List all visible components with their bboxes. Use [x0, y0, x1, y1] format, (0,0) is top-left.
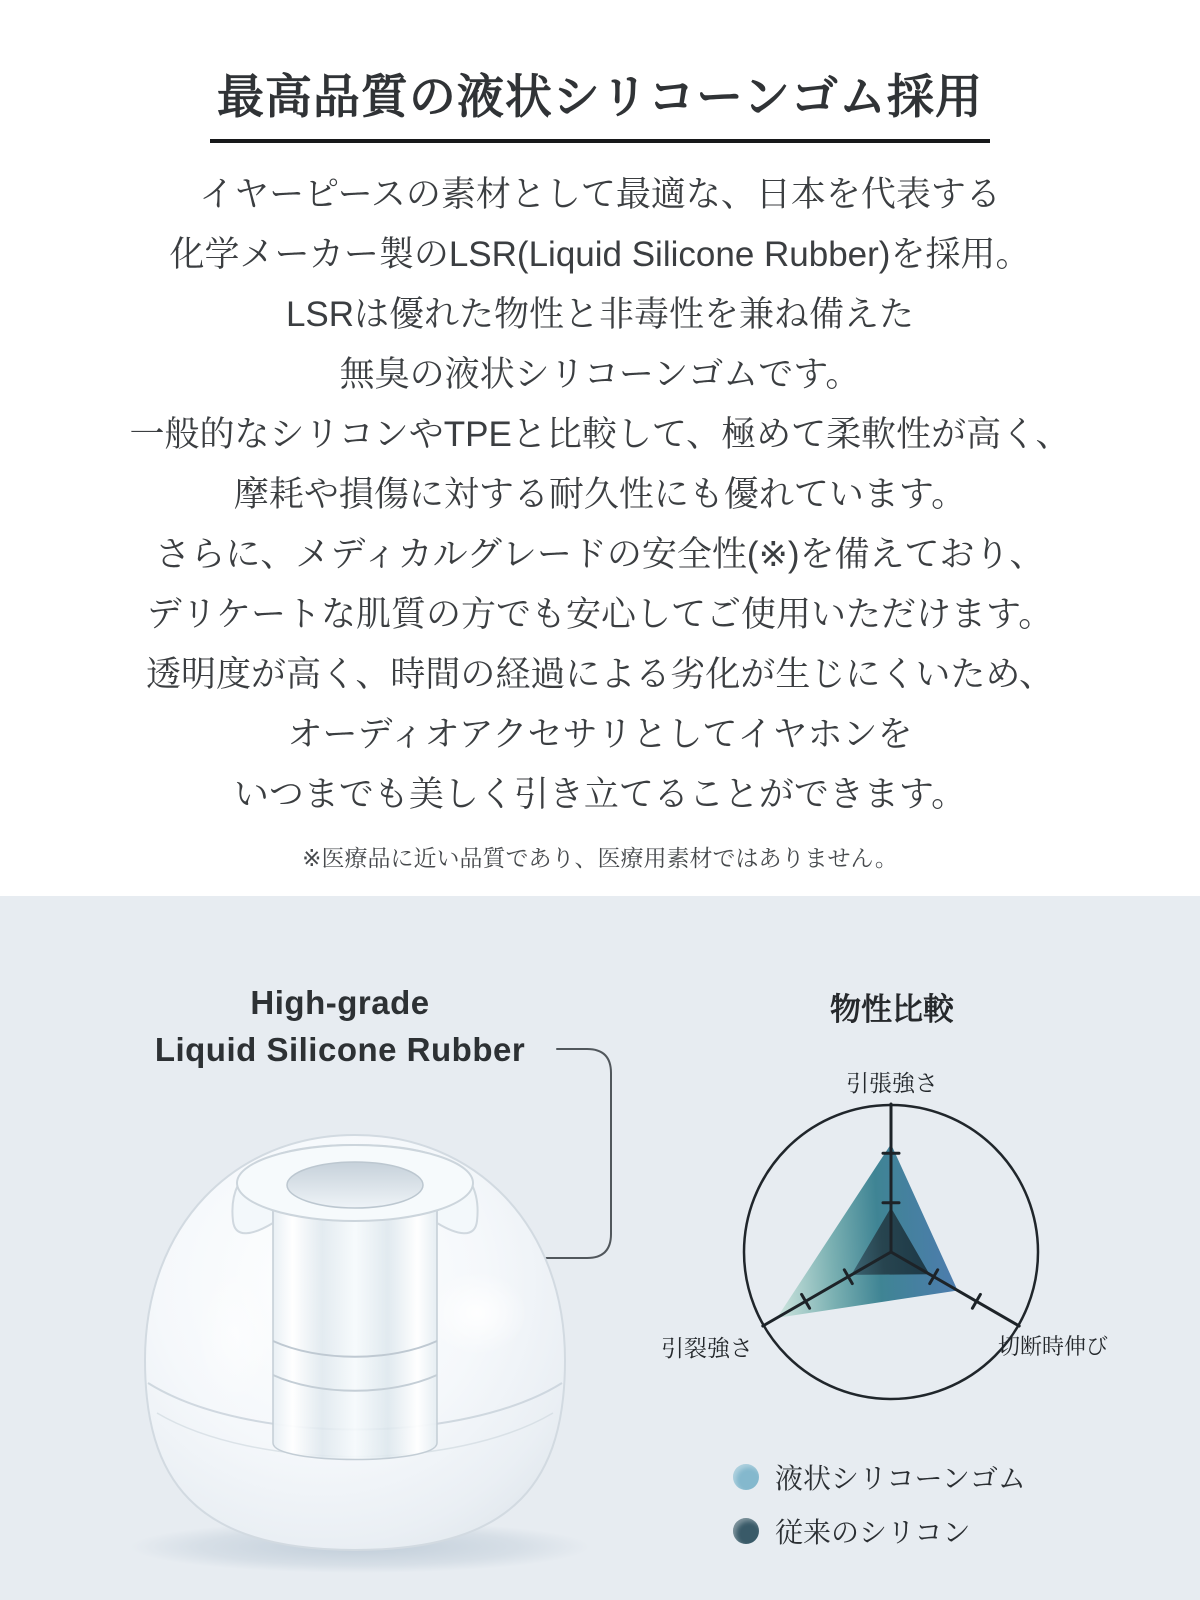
axis-label-tear: 引裂強さ — [661, 1335, 753, 1361]
ear-tip-opening — [287, 1162, 423, 1208]
legend-dot-lsr-icon — [733, 1464, 759, 1490]
axis-label-tensile: 引張強さ — [846, 1070, 938, 1096]
legend-label-conventional: 従来のシリコン — [775, 1517, 971, 1548]
radar-series-lsr — [777, 1144, 958, 1318]
legend-row-lsr — [733, 1462, 1026, 1492]
body-line: イヤーピースの素材として最適な、日本を代表する — [199, 175, 1001, 214]
legend-label-lsr: 液状シリコーンゴム — [775, 1463, 1026, 1494]
body-line: 化学メーカー製のLSR(Liquid Silicone Rubber)を採用。 — [169, 235, 1031, 274]
footnote: ※医療品に近い品質であり、医療用素材ではありません。 — [302, 845, 898, 871]
body-line: 摩耗や損傷に対する耐久性にも優れています。 — [233, 475, 967, 514]
title-underline — [210, 139, 990, 143]
body-line: 一般的なシリコンやTPEと比較して、極めて柔軟性が高く、 — [129, 415, 1071, 454]
axis-label-elongation: 切断時伸び — [997, 1334, 1108, 1359]
chart-title: 物性比較 — [830, 992, 954, 1027]
figure-section — [0, 896, 1200, 1600]
legend-row-conventional — [733, 1516, 1026, 1546]
body-line: LSRは優れた物性と非毒性を兼ね備えた — [285, 295, 915, 334]
body-line: 無臭の液状シリコーンゴムです。 — [339, 355, 861, 394]
body-line: デリケートな肌質の方でも安心してご使用いただけます。 — [146, 595, 1054, 634]
legend-dot-conventional-icon — [733, 1518, 759, 1544]
page-title: 最高品質の液状シリコーンゴム採用 — [216, 70, 984, 123]
ear-tip-photo — [115, 1105, 595, 1585]
body-line: 透明度が高く、時間の経過による劣化が生じにくいため、 — [146, 655, 1054, 694]
body-line: オーディオアクセサリとしてイヤホンを — [287, 715, 913, 754]
body-paragraph — [0, 165, 1200, 825]
ear-tip-core — [273, 1201, 437, 1460]
body-line: いつまでも美しく引き立てることができます。 — [233, 775, 967, 814]
product-label-line2: Liquid Silicone Rubber — [154, 1031, 526, 1068]
chart-legend — [733, 1462, 1026, 1570]
product-label-line1: High-grade — [250, 984, 430, 1021]
body-line: さらに、メディカルグレードの安全性(※)を備えており、 — [155, 535, 1045, 574]
radar-chart — [736, 1097, 1046, 1407]
